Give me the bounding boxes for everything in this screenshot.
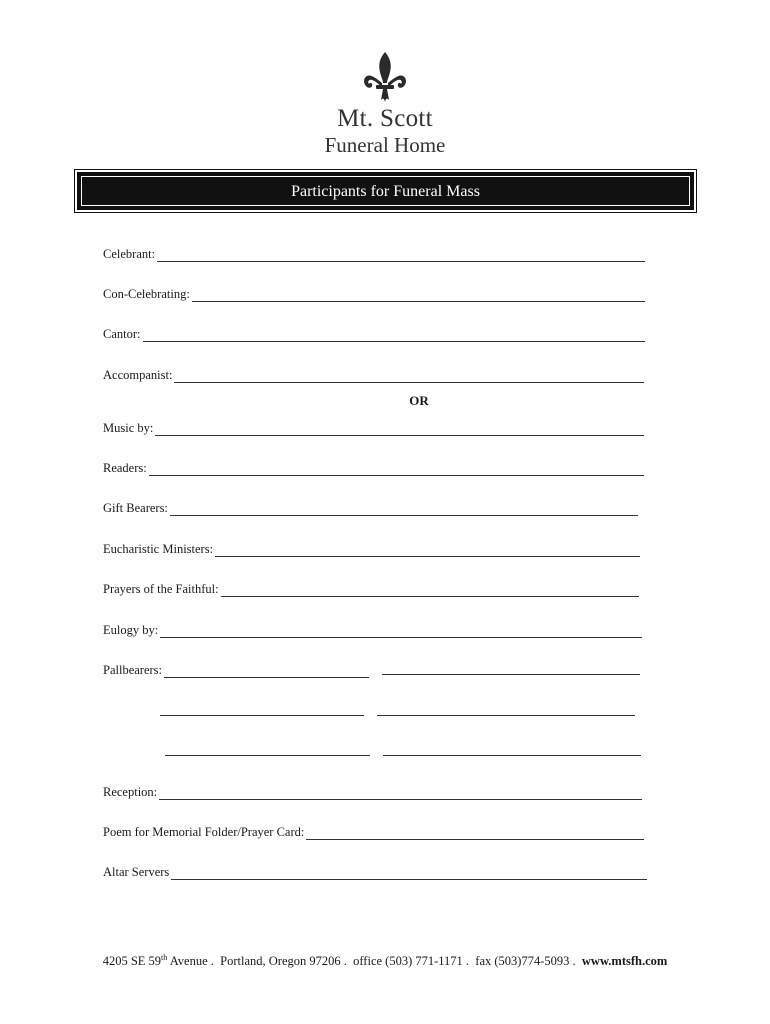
eulogy-label: Eulogy by: — [103, 623, 159, 637]
accompanist-blank[interactable] — [174, 369, 644, 383]
reception-label: Reception: — [103, 785, 158, 799]
footer-website-link[interactable]: www.mtsfh.com — [581, 954, 668, 969]
form-title: Participants for Funeral Mass — [81, 176, 690, 206]
gift-bearers-blank[interactable] — [170, 502, 638, 516]
readers-blank[interactable] — [149, 462, 644, 476]
altar-servers-blank[interactable] — [171, 866, 647, 880]
pallbearer-blank-5[interactable] — [165, 755, 370, 756]
cantor-field — [103, 324, 645, 342]
eulogy-field — [103, 620, 642, 638]
reception-field — [103, 782, 642, 800]
accompanist-label: Accompanist: — [103, 368, 173, 382]
con-celebrating-field — [103, 284, 645, 302]
poem-label: Poem for Memorial Folder/Prayer Card: — [103, 825, 305, 839]
celebrant-label: Celebrant: — [103, 247, 156, 261]
footer-address-sup: th — [161, 953, 168, 962]
cantor-blank[interactable] — [143, 328, 646, 342]
eulogy-blank[interactable] — [160, 624, 642, 638]
pallbearer-blank-2[interactable] — [382, 674, 640, 675]
eucharistic-ministers-field — [103, 539, 640, 557]
pallbearers-field — [103, 660, 369, 678]
readers-label: Readers: — [103, 461, 147, 475]
footer-address-rest: Avenue . Portland, Oregon 97206 . office (503) 771-1171 . fax (503)774-5093 . — [167, 954, 582, 969]
gift-bearers-label: Gift Bearers: — [103, 501, 168, 515]
con-celebrating-blank[interactable] — [192, 288, 645, 302]
con-celebrating-label: Con-Celebrating: — [103, 287, 190, 301]
pallbearer-blank-1[interactable] — [164, 664, 369, 678]
cantor-label: Cantor: — [103, 327, 141, 341]
form-title-banner — [77, 172, 694, 210]
pallbearer-blank-6[interactable] — [383, 755, 641, 756]
footer-contact — [0, 953, 770, 969]
company-name-line2: Funeral Home — [324, 133, 446, 157]
pallbearers-label: Pallbearers: — [103, 663, 163, 677]
altar-servers-field — [103, 862, 647, 880]
music-by-label: Music by: — [103, 421, 154, 435]
footer-address-start: 4205 SE 59 — [102, 954, 162, 969]
prayers-faithful-blank[interactable] — [221, 583, 639, 597]
pallbearer-blank-4[interactable] — [377, 715, 635, 716]
company-name-line1: Mt. Scott — [337, 105, 433, 132]
company-logo — [0, 52, 770, 156]
gift-bearers-field — [103, 498, 638, 516]
prayers-faithful-label: Prayers of the Faithful: — [103, 582, 219, 596]
music-by-field — [103, 418, 644, 436]
eucharistic-ministers-label: Eucharistic Ministers: — [103, 542, 214, 556]
celebrant-field — [103, 244, 645, 262]
fleur-de-lis-icon — [363, 52, 407, 102]
eucharistic-ministers-blank[interactable] — [215, 543, 640, 557]
music-by-blank[interactable] — [155, 422, 644, 436]
pallbearer-blank-3[interactable] — [160, 715, 364, 716]
poem-blank[interactable] — [306, 826, 644, 840]
celebrant-blank[interactable] — [157, 248, 645, 262]
accompanist-field — [103, 365, 644, 383]
or-separator: OR — [409, 393, 429, 408]
prayers-faithful-field — [103, 579, 639, 597]
reception-blank[interactable] — [159, 786, 642, 800]
altar-servers-label: Altar Servers — [103, 865, 170, 879]
readers-field — [103, 458, 644, 476]
poem-field — [103, 822, 644, 840]
